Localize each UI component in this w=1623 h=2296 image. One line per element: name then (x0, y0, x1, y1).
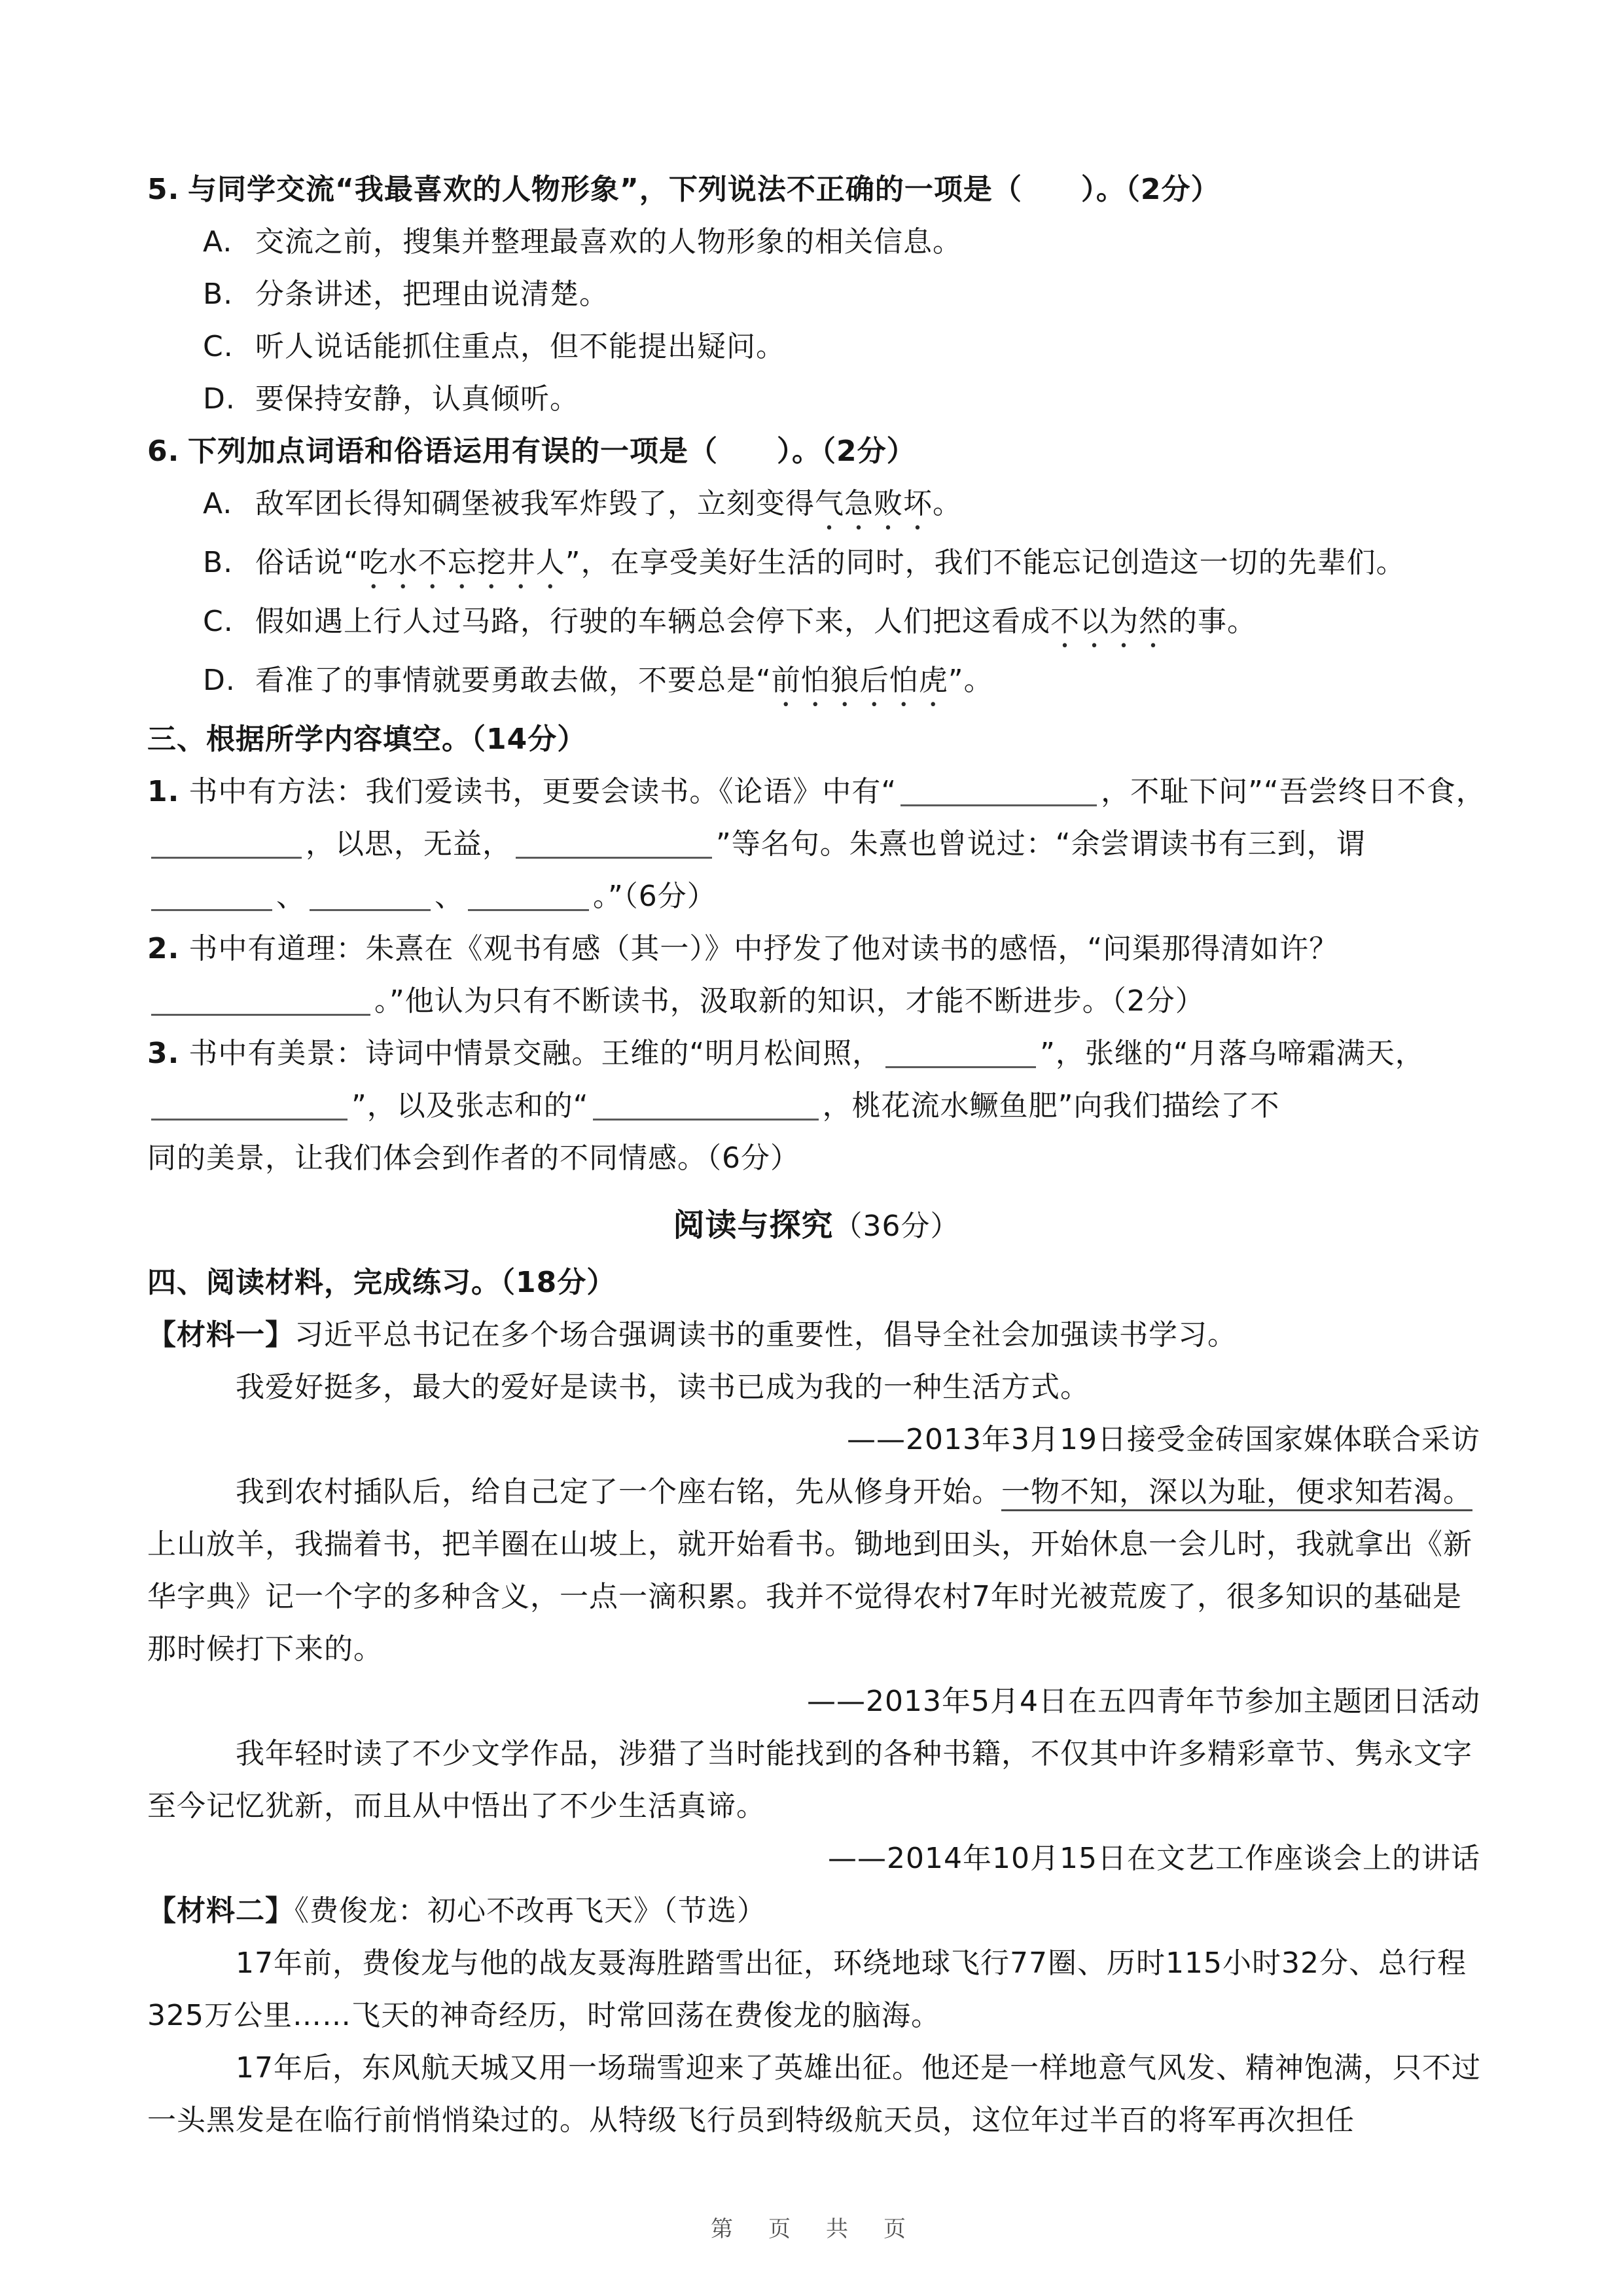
question-5-option-c (147, 321, 1486, 373)
dotted-emphasis: 气急败坏 (815, 487, 933, 520)
option-text: 俗话说“吃水不忘挖井人”，在享受美好生活的同时，我们不能忘记创造这一切的先辈们。 (255, 546, 1406, 579)
fill-item-3-number: 3. (147, 1037, 180, 1070)
fill-blank (593, 1117, 819, 1121)
option-text: 听人说话能抓住重点，但不能提出疑问。 (255, 330, 785, 363)
fill-item-1-line-2: ，以思，无益， ”等名句。朱熹也曾说过：“余尝谓读书有三到，谓 (147, 818, 1486, 870)
option-text: 要保持安静，认真倾听。 (255, 382, 579, 416)
reading-section-heading (147, 1195, 1486, 1257)
heading-main: 阅读与探究 (673, 1207, 834, 1244)
question-6-option-c (147, 596, 1486, 655)
dotted-emphasis: 前怕狼后怕虎 (771, 664, 948, 697)
question-5-option-b (147, 268, 1486, 321)
question-5-option-a (147, 216, 1486, 268)
heading-score: （36分） (833, 1210, 960, 1243)
material-2-title-line (147, 1885, 1486, 1937)
section-3-fill-in (147, 713, 1486, 1185)
fill-item-3-line-1: 3. 书中有美景：诗词中情景交融。王维的“明月松间照， ”，张继的“月落乌啼霜满天， (147, 1037, 1425, 1070)
fill-item-3-line-3: 同的美景，让我们体会到作者的不同情感。（6分） (147, 1141, 800, 1175)
question-5 (147, 164, 1486, 425)
option-letter: D. (203, 664, 236, 697)
underlined-motto: 一物不知，深以为耻，便求知若渴。 (1001, 1475, 1472, 1509)
question-6-stem-text: 下列加点词语和俗语运用有误的一项是（ ）。（2分） (188, 435, 916, 468)
option-letter: C. (203, 330, 234, 363)
fill-blank (885, 1065, 1036, 1068)
dotted-emphasis: 不以为然 (1050, 605, 1168, 638)
fill-blank (151, 1117, 348, 1121)
fill-blank (516, 855, 712, 859)
option-letter: B. (203, 546, 234, 579)
question-5-option-d (147, 373, 1486, 425)
option-text: 分条讲述，把理由说清楚。 (255, 278, 609, 311)
material-1-quote-3: 我年轻时读了不少文学作品，涉猎了当时能找到的各种书籍，不仅其中许多精彩章节、隽永文字至今记忆犹新，而且从中悟出了不少生活真谛。 (147, 1737, 1472, 1823)
fill-item-1-line-3: 、 、 。”（6分） (147, 870, 1486, 923)
option-letter: C. (203, 605, 234, 638)
material-1-intro: 【材料一】习近平总书记在多个场合强调读书的重要性，倡导全社会加强读书学习。 (147, 1318, 1237, 1352)
material-1-quote-1: 我爱好挺多，最大的爱好是读书，读书已成为我的一种生活方式。 (236, 1371, 1090, 1404)
fill-item-3-line-2: ”，以及张志和的“ ，桃花流水鳜鱼肥”向我们描绘了不 (147, 1080, 1486, 1132)
option-letter: A. (203, 225, 233, 259)
material-2-paragraph-1: 17年前，费俊龙与他的战友聂海胜踏雪出征，环绕地球飞行77圈、历时115小时32分、总行程325万公里……飞天的神奇经历，时常回荡在费俊龙的脑海。 (147, 1946, 1467, 2032)
option-text: 假如遇上行人过马路，行驶的车辆总会停下来，人们把这看成不以为然的事。 (255, 605, 1257, 638)
option-letter: A. (203, 487, 233, 520)
question-6-option-b (147, 537, 1486, 596)
question-6-option-a (147, 478, 1486, 537)
material-1-source-3: ——2014年10月15日在文艺工作座谈会上的讲话 (828, 1842, 1480, 1875)
material-2-label: 【材料二】 (147, 1894, 294, 1928)
fill-item-2-number: 2. (147, 932, 180, 965)
fill-blank (310, 908, 431, 911)
option-letter: D. (203, 382, 236, 416)
reading-section (147, 1195, 1486, 2147)
question-5-stem (147, 164, 1486, 216)
fill-blank (151, 908, 272, 911)
question-6-stem (147, 425, 1486, 478)
dotted-emphasis: 吃水不忘挖井人 (359, 546, 565, 579)
section-3-heading: 三、根据所学内容填空。（14分） (147, 723, 587, 756)
question-5-number: 5. (147, 173, 180, 206)
question-5-stem-text: 与同学交流“我最喜欢的人物形象”，下列说法不正确的一项是（ ）。（2分） (188, 173, 1221, 206)
page-content (147, 164, 1486, 2147)
material-2-paragraph-2: 17年后，东风航天城又用一场瑞雪迎来了英雄出征。他还是一样地意气风发、精神饱满，只不过一头黑发是在临行前悄悄染过的。从特级飞行员到特级航天员，这位年过半百的将军再次担任 (147, 2051, 1481, 2137)
page-footer: 第 页 共 页 (711, 2216, 912, 2242)
option-text: 看准了的事情就要勇敢去做，不要总是“前怕狼后怕虎”。 (255, 664, 993, 697)
option-letter: B. (203, 278, 234, 311)
fill-blank (901, 803, 1097, 806)
question-6-option-d (147, 655, 1486, 713)
question-6 (147, 425, 1486, 713)
fill-blank (468, 908, 589, 911)
material-2-title: 《费俊龙：初心不改再飞天》（节选） (294, 1894, 766, 1928)
fill-item-2-line-1: 2. 书中有道理：朱熹在《观书有感（其一）》中抒发了他对读书的感悟，“问渠那得清如许？ (147, 932, 1339, 965)
material-1-label: 【材料一】 (147, 1318, 294, 1352)
material-1-source-2: ——2013年5月4日在五四青年节参加主题团日活动 (807, 1685, 1480, 1718)
fill-item-2-line-2: 。”他认为只有不断读书，汲取新的知识，才能不断进步。（2分） (147, 975, 1486, 1028)
material-1-source-1: ——2013年3月19日接受金砖国家媒体联合采访 (847, 1423, 1480, 1456)
fill-blank (151, 1013, 370, 1016)
material-1-quote-2: 我到农村插队后，给自己定了一个座右铭，先从修身开始。一物不知，深以为耻，便求知若渴。上山放羊，我揣着书，把羊圈在山坡上，就开始看书。锄地到田头，开始休息一会儿时，我就拿出《新华字典》记一个字的多种含义，一点一滴积累。我并不觉得农村7年时光被荒废了，很多知识的基础是那时候打下来的。 (147, 1475, 1472, 1666)
option-text: 敌军团长得知碉堡被我军炸毁了，立刻变得气急败坏。 (255, 487, 962, 520)
option-text: 交流之前，搜集并整理最喜欢的人物形象的相关信息。 (255, 225, 962, 259)
section-4-heading: 四、阅读材料，完成练习。（18分） (147, 1266, 616, 1299)
fill-item-1-number: 1. (147, 775, 180, 808)
fill-blank (151, 855, 302, 859)
question-6-number: 6. (147, 435, 180, 468)
fill-item-1-line-1: 1. 书中有方法：我们爱读书，更要会读书。《论语》中有“ ，不耻下问”“吾尝终日不食， (147, 775, 1486, 808)
